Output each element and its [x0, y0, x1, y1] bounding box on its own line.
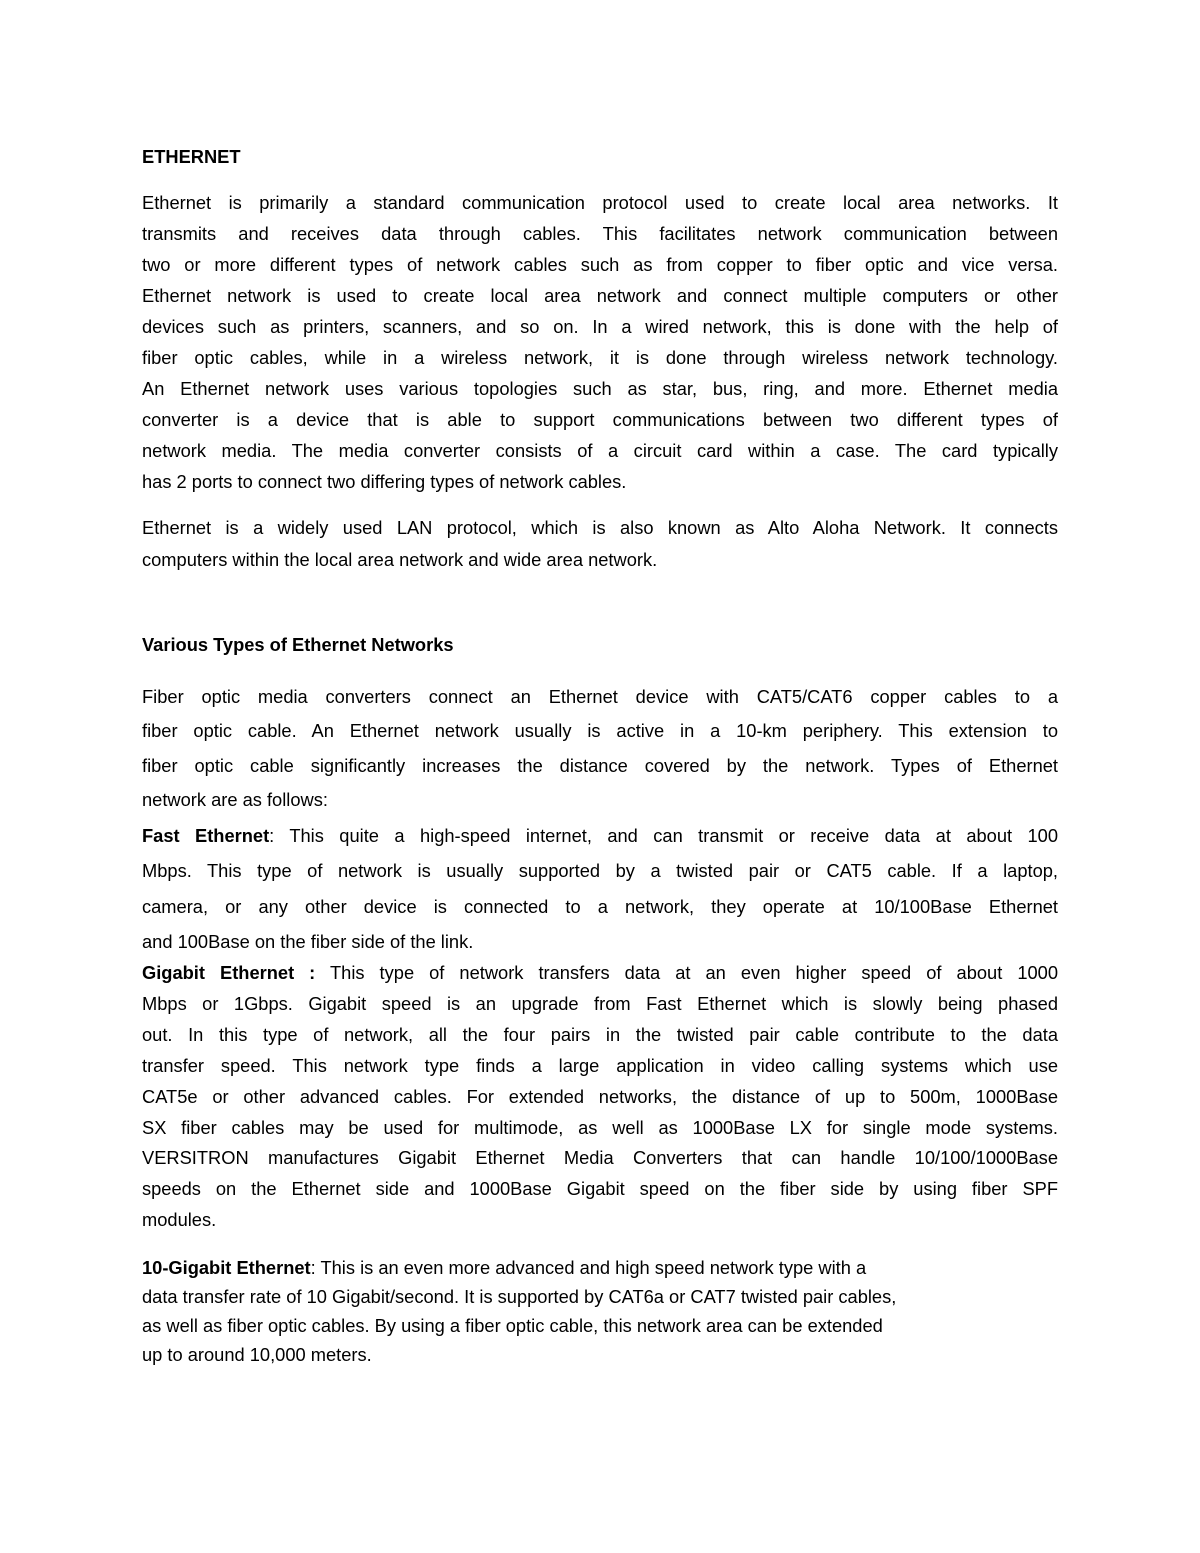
bold-term: Fast Ethernet — [142, 825, 270, 846]
bold-term: 10-Gigabit Ethernet — [142, 1257, 311, 1278]
text-line: devices such as printers, scanners, and so on. In a wired network, this is done with the help of — [142, 316, 1058, 337]
text-line: Ethernet is primarily a standard communication protocol used to create local area networks. It — [142, 192, 1058, 213]
text-line: computers within the local area network and wide area network. — [142, 549, 658, 570]
text-line: Gigabit Ethernet : This type of network transfers data at an even higher speed of about 1000 — [142, 962, 1058, 983]
text-line: fiber optic cable. An Ethernet network usually is active in a 10-km periphery. This extension to — [142, 720, 1058, 742]
text-line: network media. The media converter consists of a circuit card within a case. The card typically — [142, 440, 1058, 461]
text-line: data transfer rate of 10 Gigabit/second. It is supported by CAT6a or CAT7 twisted pair cables, — [142, 1286, 897, 1307]
text-line: 10-Gigabit Ethernet: This is an even more advanced and high speed network type with a — [142, 1257, 867, 1278]
text-line: modules. — [142, 1209, 217, 1231]
text-line: fiber optic cable significantly increases the distance covered by the network. Types of Ethernet — [142, 754, 1058, 776]
text-line: as well as fiber optic cables. By using a fiber optic cable, this network area can be extended — [142, 1315, 883, 1336]
text-line: out. In this type of network, all the four pairs in the twisted pair cable contribute to the data — [142, 1023, 1058, 1045]
section-heading: Various Types of Ethernet Networks — [142, 634, 454, 655]
text-line: Mbps or 1Gbps. Gigabit speed is an upgrade from Fast Ethernet which is slowly being phased — [142, 992, 1058, 1014]
text-line: two or more different types of network cables such as from copper to fiber optic and vice versa. — [142, 254, 1058, 275]
text-line: has 2 ports to connect two differing types of network cables. — [142, 471, 627, 492]
text-line: Fiber optic media converters connect an Ethernet device with CAT5/CAT6 copper cables to a — [142, 686, 1058, 707]
text-line: SX fiber cables may be used for multimode, as well as 1000Base LX for single mode systems. — [142, 1116, 1058, 1138]
text-line: Fast Ethernet: This quite a high-speed internet, and can transmit or receive data at about 100 — [142, 825, 1058, 846]
text-line: network are as follows: — [142, 788, 328, 810]
text-line: Ethernet network is used to create local area network and connect multiple computers or other — [142, 285, 1058, 306]
text-line: speeds on the Ethernet side and 1000Base Gigabit speed on the fiber side by using fiber SPF — [142, 1178, 1058, 1200]
text-line: fiber optic cables, while in a wireless network, it is done through wireless network technology. — [142, 347, 1058, 368]
text-line: up to around 10,000 meters. — [142, 1344, 372, 1365]
text-line: transmits and receives data through cables. This facilitates network communication between — [142, 223, 1058, 244]
document-title: ETHERNET — [142, 146, 241, 167]
text-line: Ethernet is a widely used LAN protocol, which is also known as Alto Aloha Network. It connects — [142, 517, 1058, 538]
text-line: An Ethernet network uses various topologies such as star, bus, ring, and more. Ethernet media — [142, 378, 1058, 399]
text-line: converter is a device that is able to support communications between two different types of — [142, 409, 1058, 430]
text-line: Mbps. This type of network is usually supported by a twisted pair or CAT5 cable. If a laptop, — [142, 860, 1058, 882]
text-line: VERSITRON manufactures Gigabit Ethernet Media Converters that can handle 10/100/1000Base — [142, 1147, 1058, 1169]
text-line: transfer speed. This network type finds a large application in video calling systems which use — [142, 1054, 1058, 1076]
bold-term: Gigabit Ethernet : — [142, 962, 316, 983]
text-line: CAT5e or other advanced cables. For extended networks, the distance of up to 500m, 1000Base — [142, 1085, 1058, 1107]
text-line: camera, or any other device is connected to a network, they operate at 10/100Base Ethernet — [142, 895, 1058, 917]
text-line: and 100Base on the fiber side of the link. — [142, 930, 474, 952]
